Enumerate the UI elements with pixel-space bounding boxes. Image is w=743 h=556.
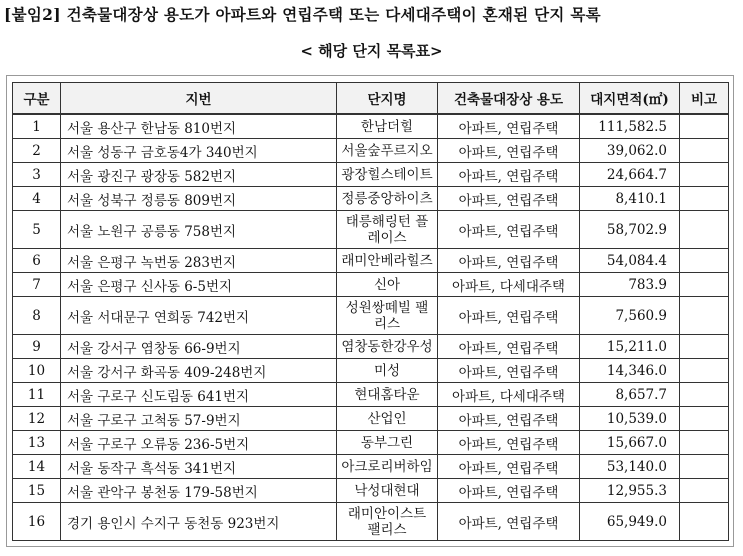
cell-address: 서울 성북구 정릉동 809번지	[61, 187, 337, 211]
cell-no: 1	[13, 114, 61, 139]
cell-building-use: 아파트, 연립주택	[438, 479, 580, 503]
cell-complex-name: 한남더힐	[337, 114, 438, 139]
cell-complex-name: 래미안베라힐즈	[337, 249, 438, 273]
cell-complex-name: 산업인	[337, 407, 438, 431]
table-row	[13, 503, 729, 541]
table-row	[13, 187, 729, 211]
cell-complex-name: 서울숲푸르지오	[337, 139, 438, 163]
table-row	[13, 114, 729, 139]
cell-note	[680, 479, 729, 503]
cell-site-area: 15,211.0	[580, 335, 680, 359]
cell-address: 서울 노원구 공릉동 758번지	[61, 211, 337, 249]
cell-note	[680, 211, 729, 249]
cell-address: 서울 동작구 흑석동 341번지	[61, 455, 337, 479]
table-row	[13, 139, 729, 163]
table-row	[13, 431, 729, 455]
cell-note	[680, 187, 729, 211]
cell-no: 4	[13, 187, 61, 211]
cell-no: 11	[13, 383, 61, 407]
cell-no: 7	[13, 273, 61, 297]
cell-no: 3	[13, 163, 61, 187]
cell-no: 2	[13, 139, 61, 163]
cell-no: 16	[13, 503, 61, 541]
cell-building-use: 아파트, 연립주택	[438, 297, 580, 335]
cell-address: 서울 용산구 한남동 810번지	[61, 114, 337, 139]
cell-note	[680, 163, 729, 187]
table-row	[13, 479, 729, 503]
cell-complex-name: 래미안이스트 팰리스	[337, 503, 438, 541]
cell-site-area: 54,084.4	[580, 249, 680, 273]
header-complex-name: 단지명	[337, 83, 438, 115]
cell-no: 9	[13, 335, 61, 359]
header-site-area: 대지면적(㎡)	[580, 83, 680, 115]
cell-site-area: 7,560.9	[580, 297, 680, 335]
cell-no: 10	[13, 359, 61, 383]
cell-note	[680, 297, 729, 335]
cell-note	[680, 407, 729, 431]
cell-note	[680, 503, 729, 541]
cell-address: 서울 광진구 광장동 582번지	[61, 163, 337, 187]
cell-site-area: 10,539.0	[580, 407, 680, 431]
table-caption: < 해당 단지 목록표>	[300, 42, 443, 60]
cell-complex-name: 염창동한강우성	[337, 335, 438, 359]
header-no: 구분	[13, 83, 61, 115]
table-header-row	[13, 83, 729, 115]
cell-note	[680, 249, 729, 273]
cell-note	[680, 431, 729, 455]
cell-note	[680, 359, 729, 383]
cell-site-area: 58,702.9	[580, 211, 680, 249]
cell-building-use: 아파트, 연립주택	[438, 139, 580, 163]
cell-site-area: 14,346.0	[580, 359, 680, 383]
table-row	[13, 297, 729, 335]
cell-complex-name: 성원쌍떼빌 팰리스	[337, 297, 438, 335]
header-note: 비고	[680, 83, 729, 115]
table-row	[13, 249, 729, 273]
table-row	[13, 359, 729, 383]
cell-building-use: 아파트, 연립주택	[438, 163, 580, 187]
cell-no: 5	[13, 211, 61, 249]
cell-note	[680, 114, 729, 139]
table-row	[13, 407, 729, 431]
cell-building-use: 아파트, 다세대주택	[438, 383, 580, 407]
cell-address: 서울 구로구 오류동 236-5번지	[61, 431, 337, 455]
cell-address: 서울 구로구 신도림동 641번지	[61, 383, 337, 407]
cell-note	[680, 455, 729, 479]
table-row	[13, 335, 729, 359]
cell-complex-name: 광장힐스테이트	[337, 163, 438, 187]
cell-building-use: 아파트, 연립주택	[438, 503, 580, 541]
cell-address: 서울 강서구 염창동 66-9번지	[61, 335, 337, 359]
cell-complex-name: 동부그린	[337, 431, 438, 455]
cell-note	[680, 139, 729, 163]
cell-site-area: 15,667.0	[580, 431, 680, 455]
cell-building-use: 아파트, 연립주택	[438, 455, 580, 479]
cell-complex-name: 정릉중앙하이츠	[337, 187, 438, 211]
cell-site-area: 39,062.0	[580, 139, 680, 163]
cell-note	[680, 273, 729, 297]
cell-site-area: 783.9	[580, 273, 680, 297]
cell-complex-name: 아크로리버하임	[337, 455, 438, 479]
cell-building-use: 아파트, 연립주택	[438, 335, 580, 359]
cell-address: 경기 용인시 수지구 동천동 923번지	[61, 503, 337, 541]
cell-building-use: 아파트, 연립주택	[438, 187, 580, 211]
cell-no: 12	[13, 407, 61, 431]
cell-note	[680, 335, 729, 359]
table-row	[13, 163, 729, 187]
cell-complex-name: 태릉해링턴 플레이스	[337, 211, 438, 249]
cell-site-area: 12,955.3	[580, 479, 680, 503]
cell-no: 6	[13, 249, 61, 273]
cell-site-area: 111,582.5	[580, 114, 680, 139]
cell-site-area: 8,657.7	[580, 383, 680, 407]
cell-building-use: 아파트, 연립주택	[438, 249, 580, 273]
cell-address: 서울 성동구 금호동4가 340번지	[61, 139, 337, 163]
cell-site-area: 53,140.0	[580, 455, 680, 479]
cell-site-area: 65,949.0	[580, 503, 680, 541]
cell-complex-name: 미성	[337, 359, 438, 383]
cell-complex-name: 현대홈타운	[337, 383, 438, 407]
complex-list-table	[12, 82, 729, 541]
cell-complex-name: 낙성대현대	[337, 479, 438, 503]
cell-building-use: 아파트, 연립주택	[438, 211, 580, 249]
table-row	[13, 383, 729, 407]
cell-address: 서울 서대문구 연희동 742번지	[61, 297, 337, 335]
cell-address: 서울 강서구 화곡동 409-248번지	[61, 359, 337, 383]
cell-no: 14	[13, 455, 61, 479]
table-row	[13, 273, 729, 297]
cell-note	[680, 383, 729, 407]
cell-site-area: 24,664.7	[580, 163, 680, 187]
cell-no: 8	[13, 297, 61, 335]
cell-building-use: 아파트, 연립주택	[438, 114, 580, 139]
document-title: [붙임2] 건축물대장상 용도가 아파트와 연립주택 또는 다세대주택이 혼재된 단지 목록	[4, 5, 601, 24]
cell-complex-name: 신아	[337, 273, 438, 297]
cell-address: 서울 구로구 고척동 57-9번지	[61, 407, 337, 431]
cell-address: 서울 은평구 녹번동 283번지	[61, 249, 337, 273]
cell-address: 서울 관악구 봉천동 179-58번지	[61, 479, 337, 503]
cell-building-use: 아파트, 연립주택	[438, 359, 580, 383]
header-building-use: 건축물대장상 용도	[438, 83, 580, 115]
cell-building-use: 아파트, 다세대주택	[438, 273, 580, 297]
header-address: 지번	[61, 83, 337, 115]
table-row	[13, 211, 729, 249]
table-row	[13, 455, 729, 479]
cell-no: 13	[13, 431, 61, 455]
cell-building-use: 아파트, 연립주택	[438, 407, 580, 431]
cell-building-use: 아파트, 연립주택	[438, 431, 580, 455]
cell-site-area: 8,410.1	[580, 187, 680, 211]
cell-no: 15	[13, 479, 61, 503]
cell-address: 서울 은평구 신사동 6-5번지	[61, 273, 337, 297]
